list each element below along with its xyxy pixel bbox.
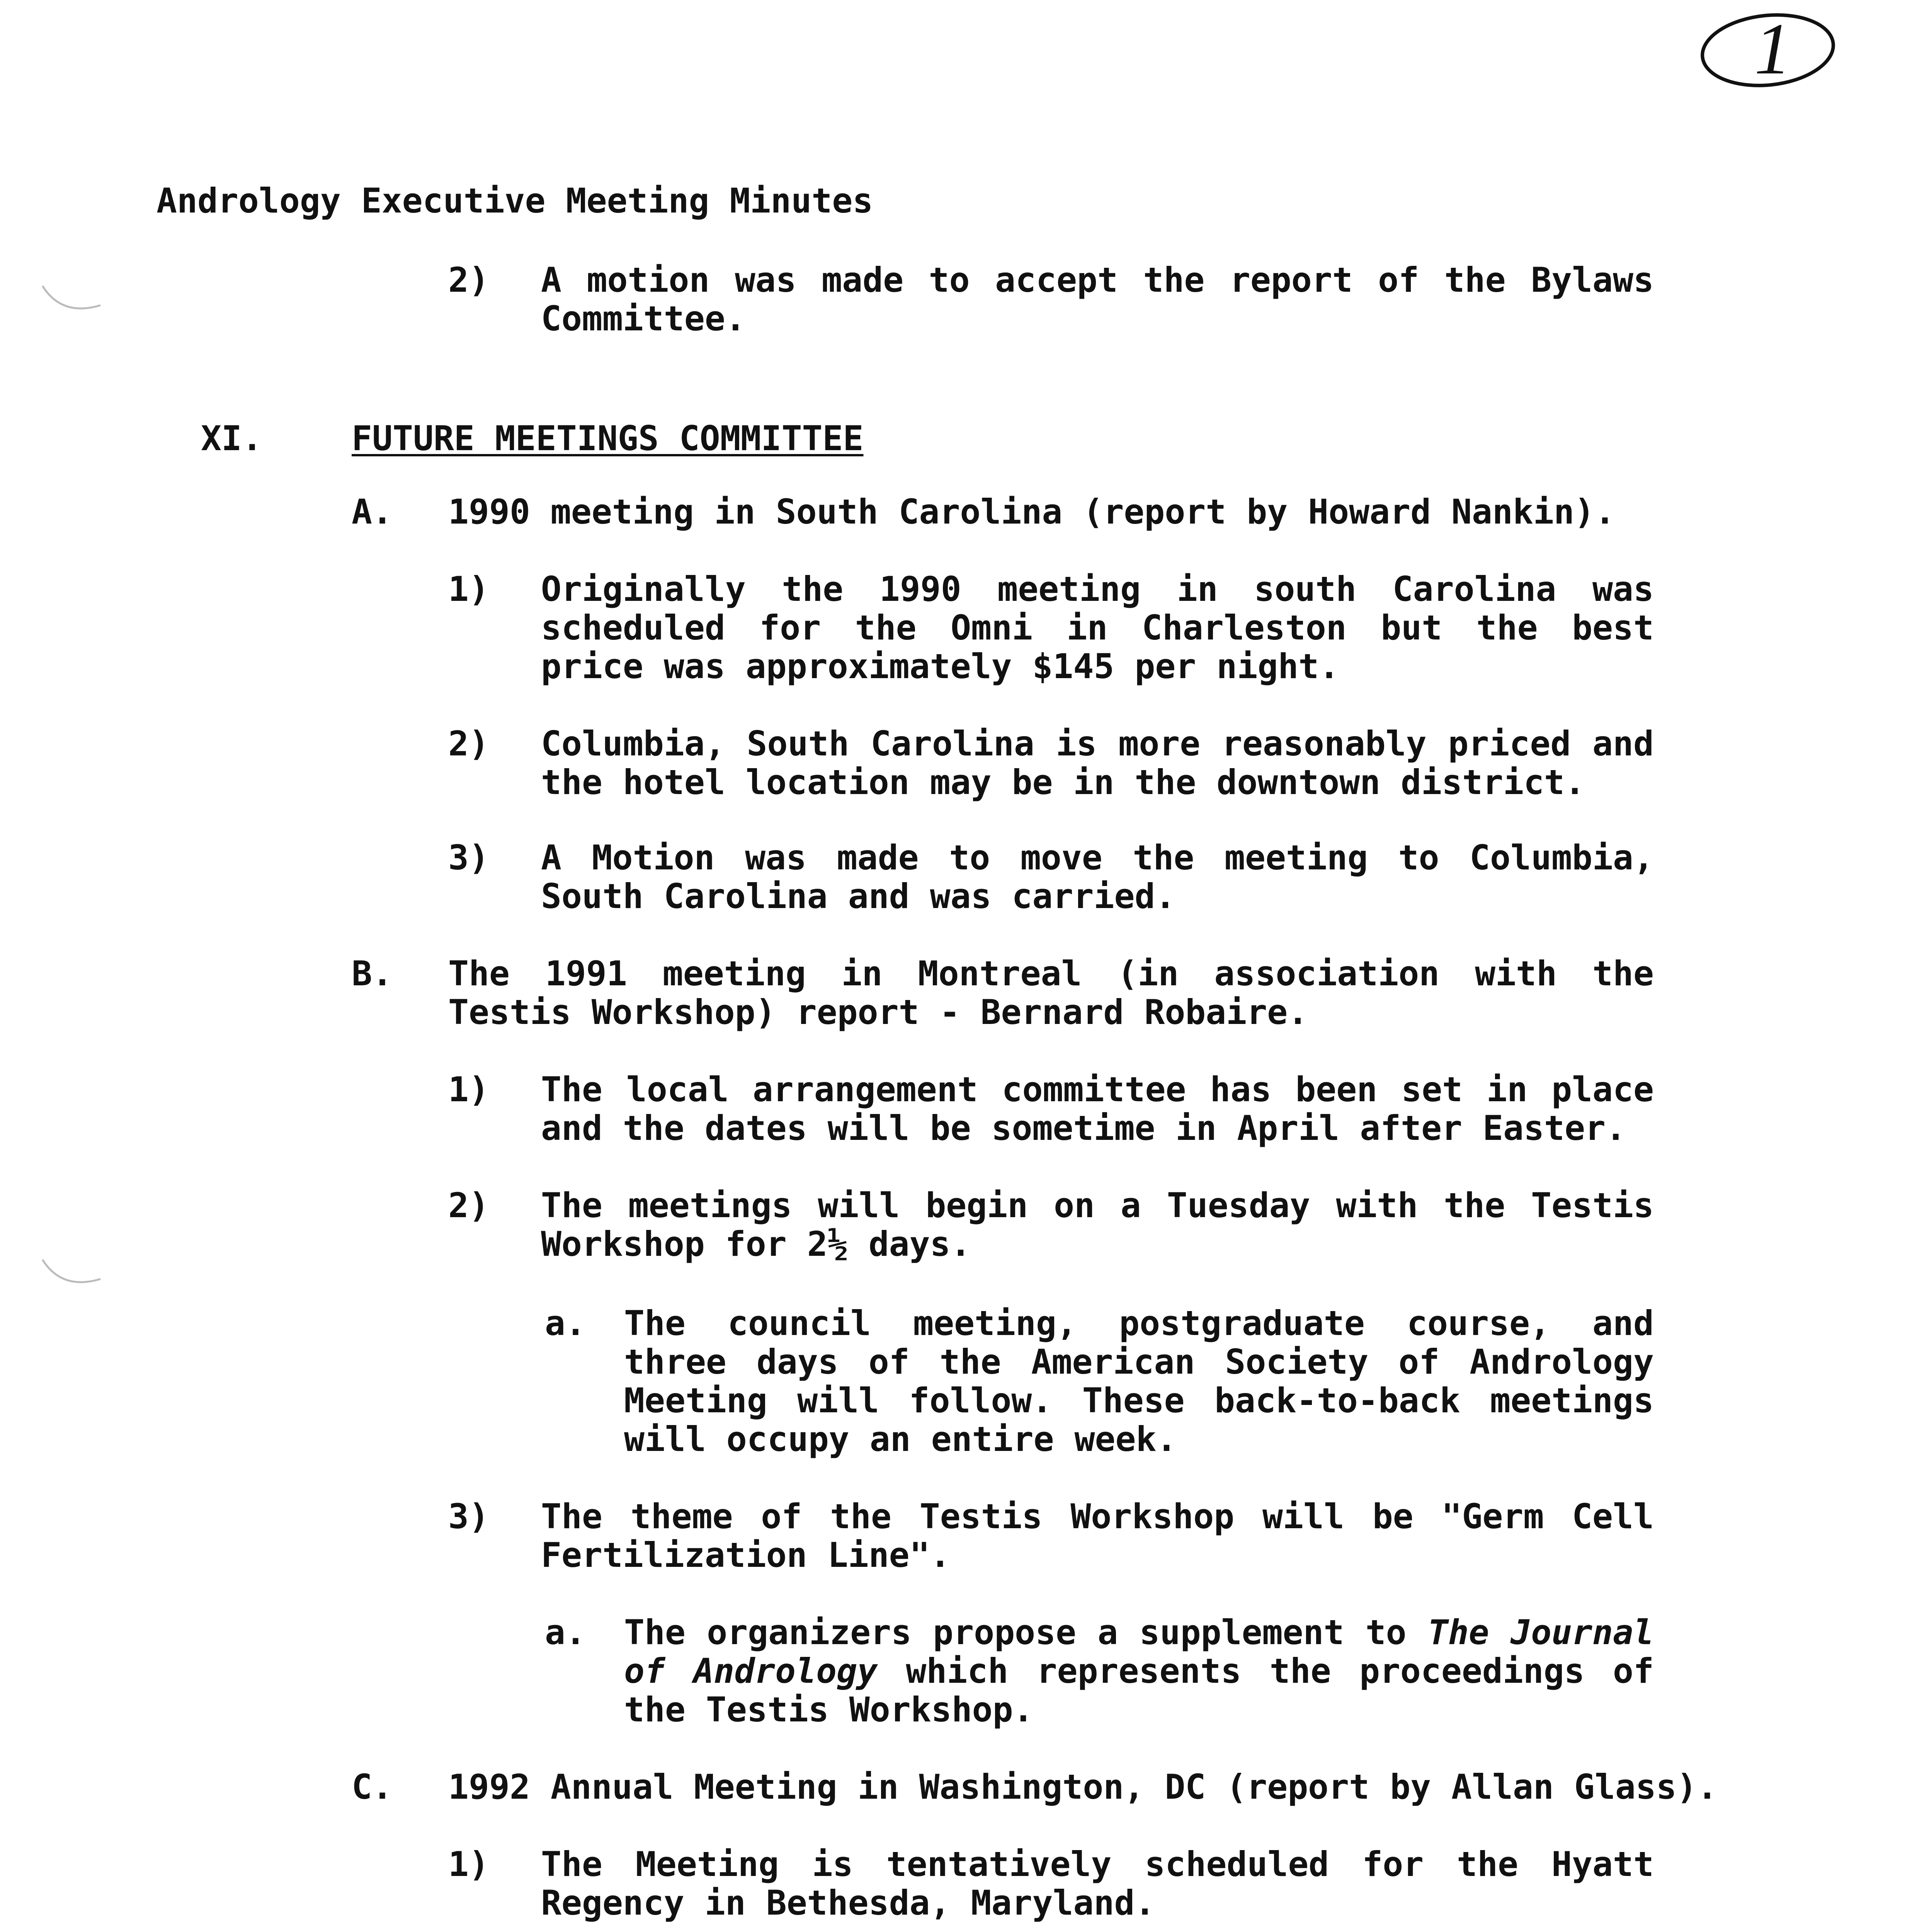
document-header: Andrology Executive Meeting Minutes xyxy=(156,181,873,221)
page-mark-digit: 1 xyxy=(1754,9,1791,90)
item-b-text: The 1991 meeting in Montreal (in association with the Testis Workshop) report - Bernard Robaire. xyxy=(448,954,1654,1032)
item-c-label: C. xyxy=(352,1767,393,1807)
item-b3-text: The theme of the Testis Workshop will be "Germ Cell Fertilization Line". xyxy=(541,1497,1654,1575)
circled-page-mark xyxy=(1696,8,1839,93)
item-a-label: A. xyxy=(352,492,393,532)
scan-artifact-curve xyxy=(39,1252,104,1294)
item-b3-label: 3) xyxy=(448,1497,489,1536)
item-a1-text: Originally the 1990 meeting in south Carolina was scheduled for the Omni in Charleston but the best price was approximately $145 per night. xyxy=(541,569,1654,686)
item-b3a-text xyxy=(624,1613,1654,1729)
item-b1-text: The local arrangement committee has been set in place and the dates will be sometime in April after Easter. xyxy=(541,1070,1654,1148)
section-title: FUTURE MEETINGS COMMITTEE xyxy=(352,418,864,458)
circle-mark-icon xyxy=(1696,8,1839,93)
bylaws-item-text: A motion was made to accept the report of the Bylaws Committee. xyxy=(541,260,1654,338)
item-b3a-text-after: which represents the proceedings of the Testis Workshop. xyxy=(624,1651,1654,1730)
item-a3-text: A Motion was made to move the meeting to Columbia, South Carolina and was carried. xyxy=(541,838,1654,916)
item-b-label: B. xyxy=(352,954,393,993)
scan-artifact-curve xyxy=(39,278,104,321)
bylaws-item-label: 2) xyxy=(448,260,489,300)
item-b3a-label: a. xyxy=(545,1612,586,1652)
item-b2-label: 2) xyxy=(448,1185,489,1225)
journal-title: The Journal of Andrology xyxy=(624,1612,1654,1691)
item-a-text: 1990 meeting in South Carolina (report by Howard Nankin). xyxy=(448,492,1615,532)
section-numeral: XI. xyxy=(201,418,262,458)
item-b1-label: 1) xyxy=(448,1070,489,1109)
item-a3-label: 3) xyxy=(448,838,489,878)
item-b2a-label: a. xyxy=(545,1303,586,1343)
item-c1-label: 1) xyxy=(448,1844,489,1884)
item-a2-text: Columbia, South Carolina is more reasonably priced and the hotel location may be in the downtown district. xyxy=(541,724,1654,802)
item-c1-text: The Meeting is tentatively scheduled for the Hyatt Regency in Bethesda, Maryland. xyxy=(541,1844,1654,1923)
item-b2-text: The meetings will begin on a Tuesday with the Testis Workshop for 2½ days. xyxy=(541,1185,1654,1264)
item-c-text: 1992 Annual Meeting in Washington, DC (report by Allan Glass). xyxy=(448,1767,1718,1807)
item-a1-label: 1) xyxy=(448,569,489,609)
item-a2-label: 2) xyxy=(448,724,489,764)
item-b3a-text-before: The organizers propose a supplement to xyxy=(624,1612,1428,1652)
item-b2a-text: The council meeting, postgraduate course, and three days of the American Society of Andrology Meeting will follow. These back-to-back meetings will occupy an entire week. xyxy=(624,1303,1654,1459)
